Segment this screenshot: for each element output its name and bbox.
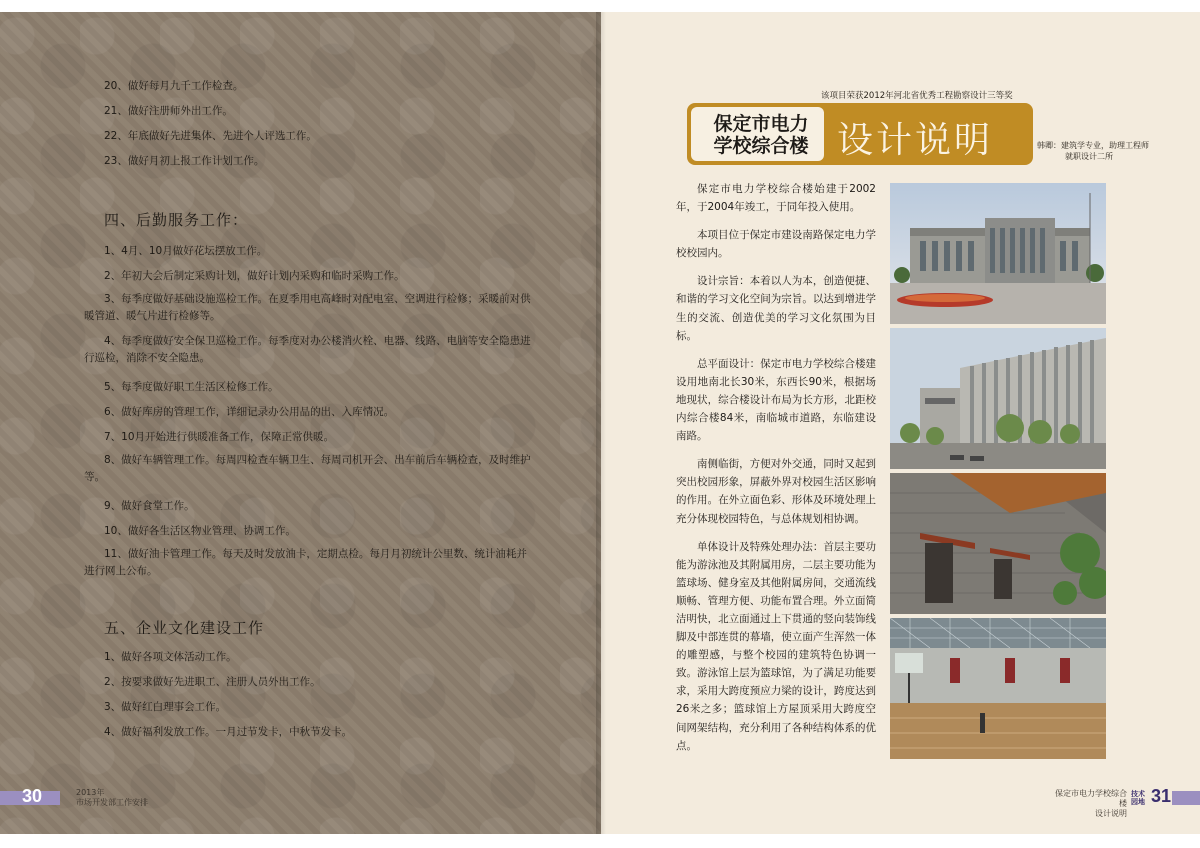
footer-caption [76, 788, 148, 808]
article-body [676, 180, 876, 765]
award-note: 该项目荣获2012年河北省优秀工程勘察设计三等奖 [821, 91, 1013, 101]
page-number-bar [1172, 791, 1200, 805]
footer-year: 2013年 [76, 788, 105, 797]
section-heading-logistics: 四、后勤服务工作： [104, 211, 249, 229]
title-inner-panel [691, 107, 824, 161]
page-number: 30 [22, 786, 43, 806]
list-item: 7、10月开始进行供暖准备工作，保障正常供暖。 [104, 431, 335, 443]
list-item: 11、做好油卡管理工作。每天及时发放油卡，定期点检。每月月初统计公里数、统计油耗并进行网上公布。 [84, 548, 527, 577]
list-item: 9、做好食堂工作。 [104, 500, 195, 512]
list-item: 10、做好各生活区物业管理、协调工作。 [104, 525, 296, 537]
list-item: 1、做好各项文体活动工作。 [104, 651, 237, 663]
design-description-heading: 设计说明 [837, 120, 994, 161]
author-line1: 韩卿：建筑学专业，助理工程师 [1037, 141, 1149, 150]
article-paragraph: 本项目位于保定市建设南路保定电力学校校园内。 [676, 229, 876, 260]
list-item: 3、每季度做好基础设施巡检工作。在夏季用电高峰时对配电室、空调进行检修；采暖前对供暖管道、暖气片进行检修等。 [84, 293, 531, 322]
building-side-photo [890, 328, 1106, 469]
list-item: 22、年底做好先进集体、先进个人评选工作。 [104, 130, 317, 142]
project-title [701, 113, 821, 157]
article-paragraph: 南侧临街，方便对外交通，同时又起到突出校园形象，屏蔽外界对校园生活区影响的作用。在外立面色彩、形体及环境处理上充分体现校园特色，与总体规划相协调。 [676, 458, 876, 525]
footer-title [1051, 789, 1127, 819]
spine-shadow [596, 12, 606, 834]
basketball-hall-photo [890, 618, 1106, 759]
author-info [1037, 140, 1149, 162]
list-item: 1、4月、10月做好花坛摆放工作。 [104, 245, 268, 257]
list-item: 21、做好注册师外出工作。 [104, 105, 233, 117]
list-item: 4、做好福利发放工作。一月过节发卡，中秋节发卡。 [104, 726, 353, 738]
page-number: 31 [1151, 786, 1172, 806]
section-heading-culture: 五、企业文化建设工作 [104, 619, 265, 637]
building-front-photo [890, 183, 1106, 324]
project-title-line2: 学校综合楼 [713, 135, 809, 157]
footer-title-line2: 设计说明 [1095, 809, 1127, 818]
column-label-line2: 园地 [1131, 798, 1145, 806]
article-paragraph: 单体设计及特殊处理办法：首层主要功能为游泳池及其附属用房，二层主要功能为篮球场、健身室及其他附属房间，交通流线顺畅、管理方便、功能布置合理。外立面简洁明快，北立面通过上下贯通的竖向装饰线脚及中部连贯的幕墙，使立面产生浑然一体的雕塑感，与整个校园的建筑特色协调一致。游泳馆上层为篮球馆，为了满足功能要求，采用大跨度预应力梁的设计，跨度达到26米之多；篮球馆上方屋顶采用大跨度空间网架结构，充分利用了各种结构体系的优点。 [676, 540, 876, 752]
footer-title-line1: 保定市电力学校综合楼 [1055, 789, 1127, 808]
list-item: 8、做好车辆管理工作。每周四检查车辆卫生、每周司机开会、出车前后车辆检查，及时维护等。 [84, 454, 531, 483]
footer-title: 市场开发部工作安排 [76, 798, 148, 807]
right-page [601, 12, 1200, 834]
list-item: 20、做好每月九千工作检查。 [104, 80, 244, 92]
column-label [1131, 790, 1145, 806]
list-item: 6、做好库房的管理工作，详细记录办公用品的出、入库情况。 [104, 406, 395, 418]
list-item: 2、年初大会后制定采购计划，做好计划内采购和临时采购工作。 [104, 270, 405, 282]
list-item: 3、做好红白理事会工作。 [104, 701, 227, 713]
project-title-line1: 保定市电力 [713, 113, 809, 135]
article-paragraph: 总平面设计：保定市电力学校综合楼建设用地南北长30米，东西长90米，根据场地现状，综合楼设计布局为长方形，北距校内综合楼84米，南临城市道路，东临建设南路。 [676, 357, 876, 443]
facade-detail-photo [890, 473, 1106, 614]
left-page [0, 12, 601, 834]
column-label-line1: 技术 [1131, 790, 1145, 798]
list-item: 4、每季度做好安全保卫巡检工作。每季度对办公楼消火栓、电器、线路、电脑等安全隐患进行巡检，消除不安全隐患。 [84, 335, 531, 364]
author-line2: 就职设计二所 [1065, 152, 1113, 161]
article-paragraph: 设计宗旨：本着以人为本，创造便捷、和谐的学习文化空间为宗旨。以达到增进学生的交流、创造优美的学习文化氛围为目标。 [676, 275, 876, 342]
article-paragraph: 保定市电力学校综合楼始建于2002年，于2004年竣工，于同年投入使用。 [676, 183, 876, 214]
title-banner [687, 103, 1033, 165]
magazine-spread [0, 12, 1200, 834]
list-item: 5、每季度做好职工生活区检修工作。 [104, 381, 279, 393]
list-item: 23、做好月初上报工作计划工作。 [104, 155, 265, 167]
list-item: 2、按要求做好先进职工、注册人员外出工作。 [104, 676, 321, 688]
